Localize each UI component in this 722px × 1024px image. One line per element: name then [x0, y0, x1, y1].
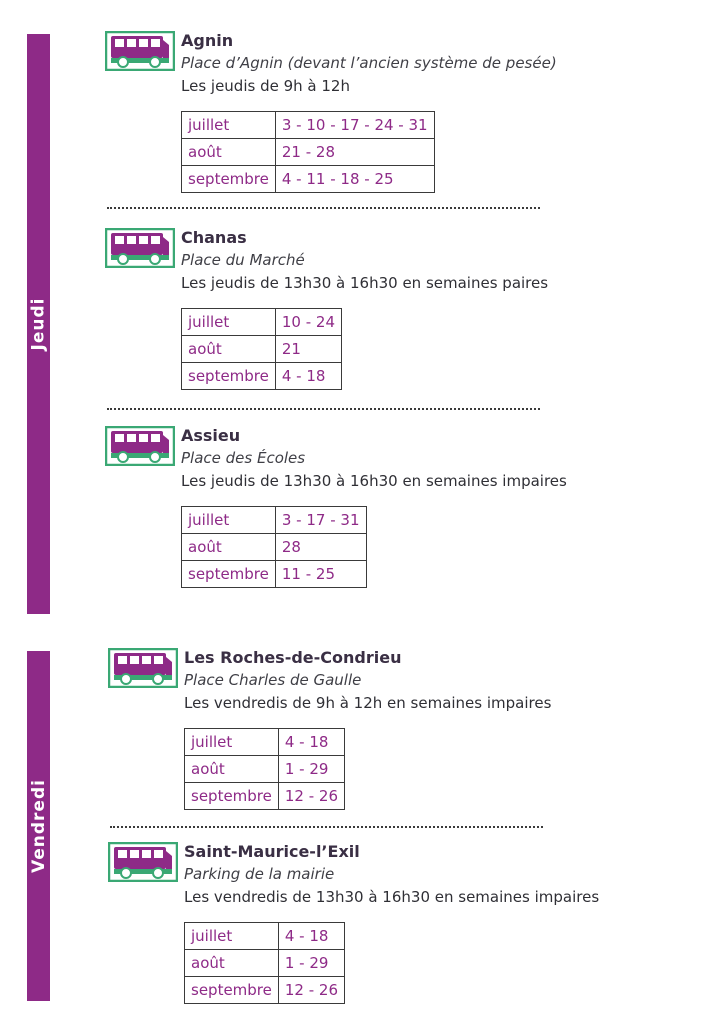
month-cell: juillet — [185, 923, 279, 950]
stop-place: Parking de la mairie — [184, 865, 335, 883]
divider — [107, 408, 540, 410]
day-label: Jeudi — [28, 297, 49, 351]
stop-hours: Les jeudis de 13h30 à 16h30 en semaines paires — [181, 274, 549, 292]
table-row — [182, 309, 342, 336]
month-cell: juillet — [182, 507, 276, 534]
dates-table — [184, 922, 345, 1004]
table-row — [182, 112, 435, 139]
dates-cell: 4 - 18 — [278, 923, 344, 950]
table-row — [182, 139, 435, 166]
bus-icon — [105, 426, 175, 466]
table-row — [182, 336, 342, 363]
month-cell: septembre — [185, 783, 279, 810]
dates-cell: 1 - 29 — [278, 950, 344, 977]
table-row — [182, 363, 342, 390]
dates-cell: 28 — [275, 534, 366, 561]
bus-icon — [108, 842, 178, 882]
bus-icon — [105, 228, 175, 268]
table-row — [182, 561, 367, 588]
bus-icon — [105, 31, 175, 71]
month-cell: juillet — [182, 112, 276, 139]
dates-cell: 21 - 28 — [275, 139, 434, 166]
dates-cell: 21 — [275, 336, 341, 363]
month-cell: août — [182, 534, 276, 561]
dates-cell: 3 - 10 - 17 - 24 - 31 — [275, 112, 434, 139]
dates-cell: 4 - 11 - 18 - 25 — [275, 166, 434, 193]
table-row — [182, 166, 435, 193]
stop-hours: Les jeudis de 9h à 12h — [181, 77, 350, 95]
month-cell: août — [182, 139, 276, 166]
month-cell: août — [182, 336, 276, 363]
stop-name: Agnin — [181, 31, 234, 50]
stop-name: Saint-Maurice-l’Exil — [184, 842, 360, 861]
day-band-jeudi — [27, 34, 50, 614]
month-cell: juillet — [182, 309, 276, 336]
month-cell: septembre — [182, 561, 276, 588]
dates-cell: 3 - 17 - 31 — [275, 507, 366, 534]
stop-name: Assieu — [181, 426, 241, 445]
divider — [110, 826, 543, 828]
stop-place: Place du Marché — [181, 251, 305, 269]
table-row — [185, 923, 345, 950]
table-row — [182, 507, 367, 534]
table-row — [185, 729, 345, 756]
dates-table — [184, 728, 345, 810]
dates-cell: 12 - 26 — [278, 783, 344, 810]
stop-name: Les Roches-de-Condrieu — [184, 648, 402, 667]
dates-cell: 4 - 18 — [275, 363, 341, 390]
month-cell: juillet — [185, 729, 279, 756]
bus-icon — [108, 648, 178, 688]
dates-cell: 1 - 29 — [278, 756, 344, 783]
month-cell: septembre — [182, 363, 276, 390]
stop-name: Chanas — [181, 228, 247, 247]
dates-cell: 4 - 18 — [278, 729, 344, 756]
month-cell: août — [185, 950, 279, 977]
dates-cell: 10 - 24 — [275, 309, 341, 336]
month-cell: août — [185, 756, 279, 783]
dates-cell: 12 - 26 — [278, 977, 344, 1004]
month-cell: septembre — [182, 166, 276, 193]
table-row — [185, 783, 345, 810]
dates-table — [181, 506, 367, 588]
stop-place: Place des Écoles — [181, 449, 306, 467]
stop-place: Place Charles de Gaulle — [184, 671, 362, 689]
dates-table — [181, 308, 342, 390]
table-row — [185, 977, 345, 1004]
dates-table — [181, 111, 435, 193]
table-row — [185, 950, 345, 977]
stop-place: Place d’Agnin (devant l’ancien système de pesée) — [181, 54, 557, 72]
stop-hours: Les vendredis de 13h30 à 16h30 en semaines impaires — [184, 888, 600, 906]
dates-cell: 11 - 25 — [275, 561, 366, 588]
stop-hours: Les vendredis de 9h à 12h en semaines impaires — [184, 694, 552, 712]
month-cell: septembre — [185, 977, 279, 1004]
stop-hours: Les jeudis de 13h30 à 16h30 en semaines impaires — [181, 472, 567, 490]
day-label: Vendredi — [28, 779, 49, 873]
table-row — [182, 534, 367, 561]
day-band-vendredi — [27, 651, 50, 1001]
divider — [107, 207, 540, 209]
table-row — [185, 756, 345, 783]
